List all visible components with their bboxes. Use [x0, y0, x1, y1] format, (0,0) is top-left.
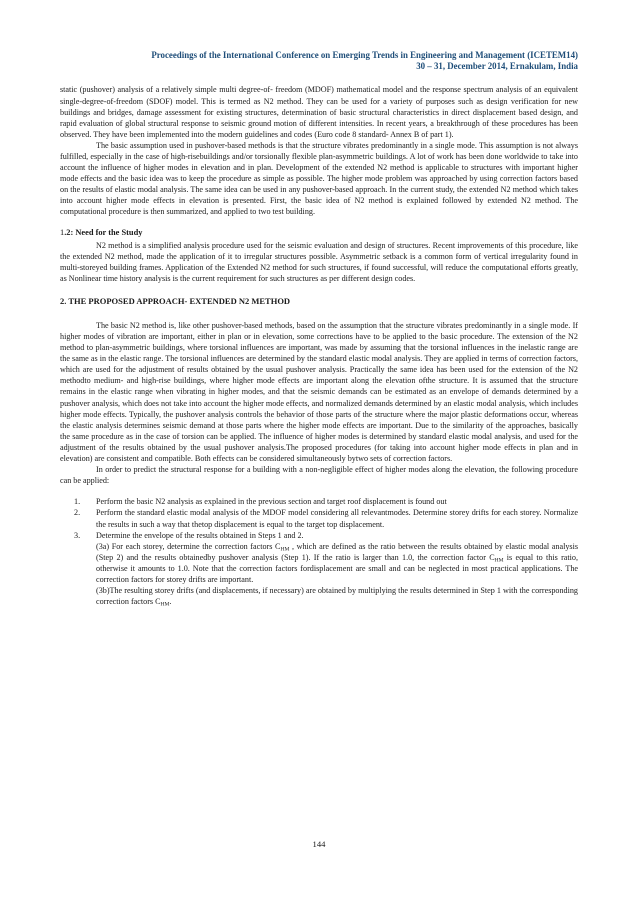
step-item — [60, 507, 578, 529]
section-heading-1-2 — [60, 227, 578, 238]
step-3a-subscript-1: HM — [280, 546, 290, 553]
step-item — [60, 496, 578, 507]
step-3a — [96, 541, 578, 585]
step-3a-text-1: (3a) For each storey, determine the correction factors C — [96, 541, 281, 551]
step-3b-text-2: . — [169, 597, 172, 607]
page-number: 144 — [312, 839, 326, 849]
header-line-1: Proceedings of the International Conference on Emerging Trends in Engineering and Management (ICETEM14) — [151, 50, 578, 60]
step-3b-subscript-1: HM — [160, 601, 170, 608]
step-3b — [96, 585, 578, 607]
paragraph-4: The basic N2 method is, like other pushover-based methods, based on the assumption that the structure vibrates predominantly in a single mode. If higher modes of vibration are important, either in plan or in elevation, some corrections have to be applied to the basic procedure. The extension of the N2 method to plan-asymmetric buildings, where torsional influences are important, was made by assuming that the torsional influences in the inelastic range are the same as in the elastic range. The torsional influences are determined by the standard elastic modal analysis. They are applied in terms of correction factors, which are used for the adjustment of results obtained by the usual pushover analysis. Practically the same idea has been used for the extension of the N2 methodto medium- and high-rise buildings, where higher mode effects are important along the elevation ofthe structure. It is assumed that the structure remains in the elastic range when vibrating in higher modes, and that the seismic demands can be estimated as an envelope of demands determined by a pushover analysis, which does not take into account the higher mode effects, and normalized demands determined by an elastic modal analysis, which includes higher mode effects. Typically, the pushover analysis controls the behavior of those parts of the structure where the major plastic deformations occur, whereas the elastic analysis determines seismic demand at those parts where the higher mode effects are important. Due to the similarity of the approaches, basically the same procedure as in the case of torsion can be applied. The influence of higher modes is determined by standard elastic modal analysis, and used for the adjustment of the results obtained by the usual pushover analysis.The proposed procedures (for taking into account higher mode effects in plan and in elevation) are consistent and compatible. Both effects can be considered simultaneously bytwo sets of correction factors. — [60, 320, 578, 464]
step-3a-subscript-2: HM — [494, 557, 504, 564]
step-text: Perform the basic N2 analysis as explained in the previous section and target roof displacement is found out — [96, 497, 447, 507]
step-number: 2. — [74, 508, 81, 518]
section-heading-1-2-num: 1 — [60, 227, 65, 237]
paragraph-2: The basic assumption used in pushover-based methods is that the structure vibrates predominantly in a single mode. This assumption is not always fulfilled, especially in the case of high-risebuildings and/or torsionally flexible plan-asymmetric buildings. A lot of work has been done worldwide to take into account the influence of higher modes in elevation and in plan. Development of the extended N2 method is applicable to structures with important higher mode effects and the basic idea was to keep the procedure as simple as possible. The higher mode problem was approached by using correction factors based on the results of elastic modal analysis. The same idea can be used in any pushover-based approach. In the current study, the extended N2 method which takes into account higher mode effects in elevation is presented. First, the basic idea of N2 method is explained followed by extended N2 method. The computational procedure is then summarized, and applied to two test building. — [60, 140, 578, 217]
procedure-steps — [60, 496, 578, 607]
step-text: Determine the envelope of the results obtained in Steps 1 and 2. — [96, 530, 304, 540]
step-text: Perform the standard elastic modal analysis of the MDOF model considering all relevantmodes. Determine storey drifts for each storey. Normalize the results in such a way that thetop displacement is equal to the target top displacement. — [96, 508, 578, 529]
step-number: 1. — [74, 497, 81, 507]
step-3a-text-3: is equal to this ratio, otherwise it amounts to 1.0. Note that the correction factors fordisplacement are small and can be neglected in most practical applications. The correction factors for storey drifts are important. — [96, 552, 578, 584]
paragraph-3: N2 method is a simplified analysis procedure used for the seismic evaluation and design of structures. Recent improvements of this procedure, like the extended N2 method, made the application of it to irregular structures possible. Asymmetric setback is a common form of vertical irregularity found in multi-storeyed building frames. Application of the Extended N2 method for such structures, if found successful, will reduce the computational efforts greatly, as Nonlinear time history analysis is the current requirement for such structures as per different design codes. — [60, 240, 578, 283]
section-heading-1-2-text: .2: Need for the Study — [64, 227, 143, 237]
step-3a-text-2: , which are defined as the ratio between the results obtained by elastic modal analysis (Step 2) and the results obtainedby pushover analysis (Step 1). If the ratio is larger than 1.0, the correction factor C — [96, 541, 578, 562]
paragraph-5: In order to predict the structural response for a building with a non-negligible effect of higher modes along the elevation, the following procedure can be applied: — [60, 465, 578, 486]
paragraph-1: static (pushover) analysis of a relatively simple multi degree-of- freedom (MDOF) mathematical model and the response spectrum analysis of an equivalent single-degree-of-freedom (SDOF) model. This is termed as N2 method. They can be used for a variety of purposes such as design verification for new buildings and bridges, damage assessment for existing structures, determination of basic structural characteristics in direct displacement based design, and rapid evaluation of global structural response to seismic ground motion of different intensities. In recent years, a breakthrough of these procedures has been observed. They have been implemented into the modern guidelines and codes (Euro code 8 standard- Annex B of part 1). — [60, 85, 578, 139]
step-3b-text-1: (3b)The resulting storey drifts (and displacements, if necessary) are obtained by multiplying the results determined in Step 1 with the corresponding correction factors C — [96, 586, 578, 607]
step-number: 3. — [74, 530, 81, 540]
header-line-2: 30 – 31, December 2014, Ernakulam, India — [416, 61, 578, 72]
section-heading-2: 2. THE PROPOSED APPROACH- EXTENDED N2 METHOD — [60, 295, 291, 306]
running-header — [60, 50, 578, 72]
step-item — [60, 530, 578, 608]
